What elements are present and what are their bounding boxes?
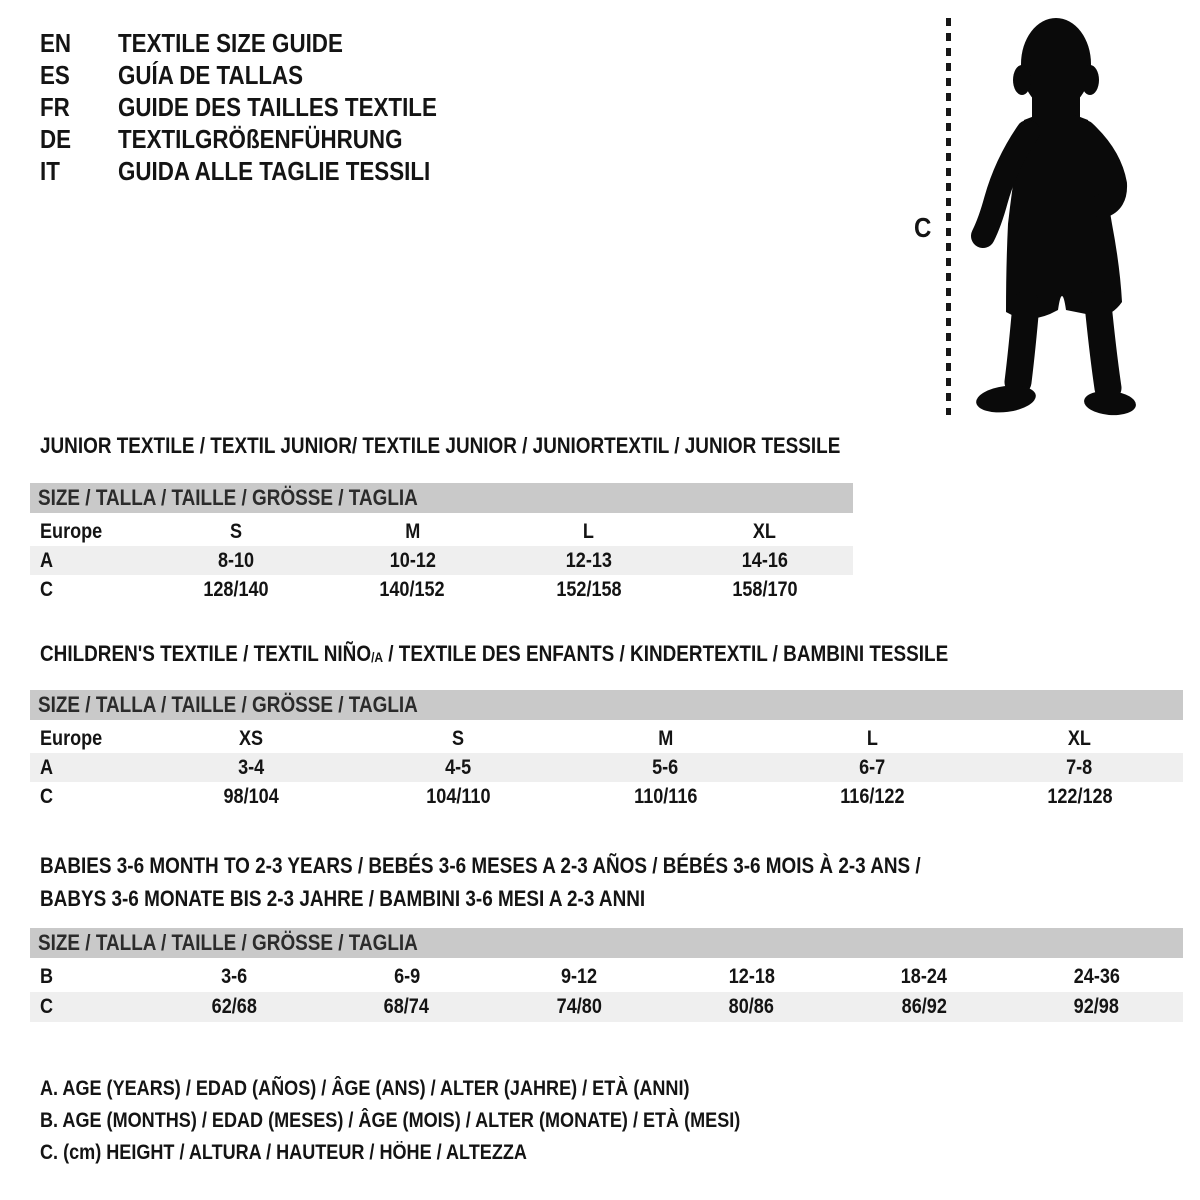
cell-value: 24-36 <box>1073 965 1120 988</box>
language-code: IT <box>40 155 60 186</box>
table-row <box>30 546 853 575</box>
row-label: C <box>40 995 54 1018</box>
legend-line-a: A. AGE (YEARS) / EDAD (AÑOS) / ÂGE (ANS) / ALTER (JAHRE) / ETÀ (ANNI) <box>40 1077 690 1100</box>
children-title-part1: CHILDREN'S TEXTILE / TEXTIL NIÑO <box>40 641 372 666</box>
legend-line-b: B. AGE (MONTHS) / EDAD (MESES) / ÂGE (MOIS) / ALTER (MONATE) / ETÀ (MESI) <box>40 1109 741 1132</box>
cell-value: 86/92 <box>901 995 947 1018</box>
cell-value: 7-8 <box>1066 755 1093 779</box>
babies-size-table <box>30 928 1183 1022</box>
cell-value: XS <box>239 726 264 750</box>
cell-value: M <box>404 519 420 543</box>
cell-value: 68/74 <box>384 995 430 1018</box>
language-code: DE <box>40 123 72 154</box>
cell-value: 9-12 <box>561 965 598 988</box>
language-code: FR <box>40 91 70 122</box>
guide-title-es: GUÍA DE TALLAS <box>118 59 304 90</box>
cell-value: 8-10 <box>218 548 255 572</box>
row-label: B <box>40 965 54 988</box>
cell-value: 14-16 <box>741 548 788 572</box>
cell-value: 18-24 <box>901 965 948 988</box>
babies-section-title <box>40 849 1064 915</box>
table-row <box>30 782 1183 811</box>
cell-value: 104/110 <box>426 784 491 808</box>
junior-section-title: JUNIOR TEXTILE / TEXTIL JUNIOR/ TEXTILE JUNIOR / JUNIORTEXTIL / JUNIOR TESSILE <box>40 433 841 458</box>
cell-value: 3-4 <box>238 755 265 779</box>
cell-value: M <box>657 726 674 750</box>
cell-value: 122/128 <box>1046 784 1113 808</box>
language-row-fr <box>40 91 489 123</box>
guide-title-de: TEXTILGRÖßENFÜHRUNG <box>118 123 403 154</box>
height-measure-dashed-line <box>946 18 951 415</box>
table-row <box>30 753 1183 782</box>
cell-value: 158/170 <box>732 577 798 601</box>
measurement-legend <box>40 1073 854 1169</box>
table-row <box>30 575 853 604</box>
table-row <box>30 962 1183 992</box>
guide-title-en: TEXTILE SIZE GUIDE <box>118 27 343 58</box>
cell-value: 12-18 <box>728 965 775 988</box>
cell-value: 116/122 <box>840 784 905 808</box>
guide-title-it: GUIDA ALLE TAGLIE TESSILI <box>118 155 431 186</box>
children-title-part2: / TEXTILE DES ENFANTS / KINDERTEXTIL / BAMBINI TESSILE <box>388 641 949 666</box>
cell-value: XL <box>1067 726 1092 750</box>
language-row-es <box>40 59 489 91</box>
cell-value: L <box>866 726 879 750</box>
cell-value: 140/152 <box>379 577 446 601</box>
height-measure-label: C <box>914 212 932 243</box>
size-header-label: SIZE / TALLA / TAILLE / GRÖSSE / TAGLIA <box>38 692 418 717</box>
row-label: Europe <box>40 726 103 750</box>
cell-value: 5-6 <box>652 755 679 779</box>
cell-value: 98/104 <box>223 784 280 808</box>
children-size-header-bar <box>30 690 1183 720</box>
table-row <box>30 724 1183 753</box>
cell-value: 62/68 <box>211 995 257 1018</box>
babies-title-line2: BABYS 3-6 MONATE BIS 2-3 JAHRE / BAMBINI 3-6 MESI A 2-3 ANNI <box>40 886 646 911</box>
row-label: A <box>40 548 54 572</box>
language-row-it <box>40 155 489 187</box>
cell-value: 3-6 <box>221 965 248 988</box>
cell-value: 128/140 <box>203 577 269 601</box>
cell-value: 6-9 <box>393 965 420 988</box>
children-title-sub: /A <box>371 649 384 665</box>
cell-value: 80/86 <box>729 995 775 1018</box>
junior-size-table <box>30 483 853 604</box>
cell-value: 6-7 <box>859 755 886 779</box>
language-row-de <box>40 123 489 155</box>
cell-value: 92/98 <box>1074 995 1120 1018</box>
language-code: EN <box>40 27 72 58</box>
children-size-table <box>30 690 1183 811</box>
junior-size-header-bar <box>30 483 853 513</box>
toddler-silhouette-image <box>962 14 1138 416</box>
babies-title-line1: BABIES 3-6 MONTH TO 2-3 YEARS / BEBÉS 3-6 MESES A 2-3 AÑOS / BÉBÉS 3-6 MOIS À 2-3 ANS / <box>40 853 921 878</box>
babies-size-header-bar <box>30 928 1183 958</box>
language-code: ES <box>40 59 70 90</box>
guide-title-fr: GUIDE DES TAILLES TEXTILE <box>118 91 437 122</box>
language-row-en <box>40 27 489 59</box>
size-header-label: SIZE / TALLA / TAILLE / GRÖSSE / TAGLIA <box>38 930 418 955</box>
row-label: C <box>40 784 54 808</box>
row-label: C <box>40 577 54 601</box>
legend-line-c: C. (cm) HEIGHT / ALTURA / HAUTEUR / HÖHE / ALTEZZA <box>40 1141 527 1164</box>
language-title-list <box>40 27 489 187</box>
cell-value: L <box>583 519 595 543</box>
cell-value: 4-5 <box>445 755 472 779</box>
cell-value: S <box>230 519 243 543</box>
cell-value: 152/158 <box>555 577 622 601</box>
size-header-label: SIZE / TALLA / TAILLE / GRÖSSE / TAGLIA <box>38 485 418 510</box>
cell-value: 74/80 <box>556 995 602 1018</box>
cell-value: 12-13 <box>565 548 612 572</box>
cell-value: S <box>452 726 465 750</box>
table-row <box>30 517 853 546</box>
cell-value: 110/116 <box>633 784 698 808</box>
row-label: A <box>40 755 54 779</box>
table-row <box>30 992 1183 1022</box>
children-section-title <box>40 641 948 667</box>
cell-value: XL <box>753 519 777 543</box>
row-label: Europe <box>40 519 103 543</box>
cell-value: 10-12 <box>389 548 436 572</box>
